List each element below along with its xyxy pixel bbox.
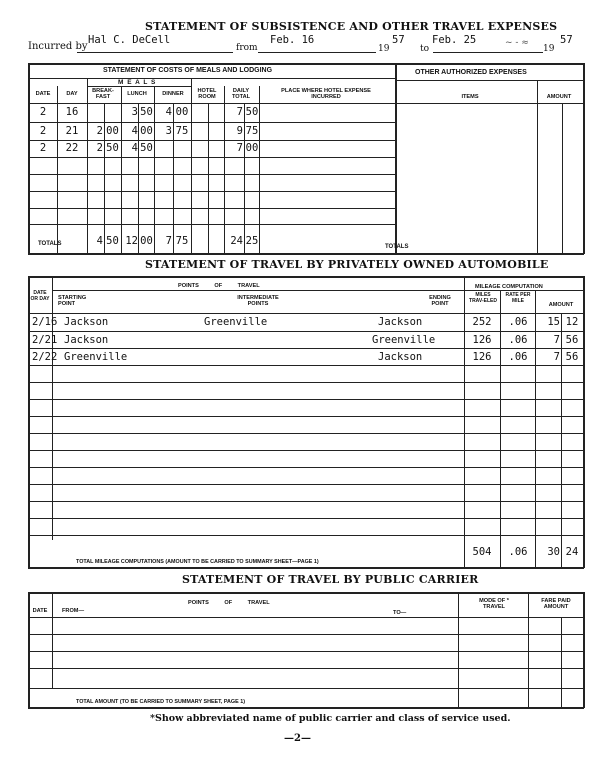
row3-bk-c: 50 xyxy=(106,142,119,154)
row-rule xyxy=(28,331,584,332)
other-title-rule xyxy=(395,80,584,81)
row-rule xyxy=(28,399,584,400)
col-day: DAY xyxy=(66,91,78,97)
carrier-to-label: TO— xyxy=(393,610,407,616)
auto-row3-rate: .06 xyxy=(508,351,528,363)
row1-day: 16 xyxy=(65,106,79,118)
to-label: to xyxy=(420,44,430,54)
v-rule xyxy=(458,592,459,707)
row-rule xyxy=(28,140,395,141)
carrier-col-date: DATE xyxy=(32,608,48,614)
auto-row1-start: Jackson xyxy=(64,316,109,328)
row1-total-d: 7 xyxy=(236,106,243,118)
row-rule xyxy=(28,535,584,536)
total-bk-d: 4 xyxy=(96,235,103,247)
v-rule xyxy=(528,592,529,707)
auto-row2-rate: .06 xyxy=(508,334,528,346)
row-rule xyxy=(28,450,584,451)
from-line xyxy=(258,52,376,53)
row3-total-c: 00 xyxy=(245,142,259,154)
v-rule xyxy=(208,103,209,253)
auto-col-inter: INTERMEDIATE POINTS xyxy=(237,295,279,307)
v-rule xyxy=(562,103,563,253)
auto-col-rate: RATE PER MILE xyxy=(505,292,531,304)
row-rule xyxy=(28,416,584,417)
page-title: STATEMENT OF SUBSISTENCE AND OTHER TRAVEL EXPENSES xyxy=(145,20,558,33)
total-dinner-d: 7 xyxy=(165,235,172,247)
row1-lunch-d: 3 xyxy=(131,106,138,118)
row-rule xyxy=(28,348,584,349)
from-label: from xyxy=(236,43,258,53)
total-lunch-d: 12 xyxy=(125,235,138,247)
row-rule xyxy=(28,157,395,158)
row1-dinner-d: 4 xyxy=(165,106,172,118)
carrier-right-border xyxy=(583,592,585,708)
col-daily-total: DAILY TOTAL xyxy=(231,88,251,100)
row2-total-d: 9 xyxy=(236,125,243,137)
meals-totals-label: TOTALS xyxy=(38,241,62,247)
header-bottom-rule xyxy=(28,103,584,104)
v-rule xyxy=(561,617,562,707)
row-rule xyxy=(28,484,584,485)
auto-bottom-border xyxy=(28,567,584,569)
row2-bk-d: 2 xyxy=(96,125,103,137)
row-rule xyxy=(28,501,584,502)
auto-section-title: STATEMENT OF TRAVEL BY PRIVATELY OWNED AUTOMOBILE xyxy=(145,258,549,271)
col-lunch: LUNCH xyxy=(127,91,147,97)
row1-dinner-c: 00 xyxy=(175,106,189,118)
meals-title-rule xyxy=(28,78,395,79)
row3-lunch-d: 4 xyxy=(131,142,138,154)
row2-dinner-d: 3 xyxy=(165,125,172,137)
row1-date: 2 xyxy=(39,106,47,118)
row2-bk-c: 00 xyxy=(106,125,119,137)
col-place: PLACE WHERE HOTEL EXPENSE INCURRED xyxy=(281,88,371,100)
from-date: Feb. 16 xyxy=(270,34,315,46)
total-daily-c: 25 xyxy=(245,235,259,247)
table-top-border xyxy=(28,63,584,65)
total-daily-d: 24 xyxy=(230,235,243,247)
auto-row3-start: Greenville xyxy=(64,351,128,363)
total-bk-c: 50 xyxy=(106,235,119,247)
carrier-top-border xyxy=(28,592,584,594)
row-rule xyxy=(28,634,584,635)
v-rule xyxy=(191,78,192,253)
section-divider xyxy=(395,63,397,254)
carrier-bottom-border xyxy=(28,707,584,709)
row-rule xyxy=(28,191,395,192)
row-rule xyxy=(28,365,584,366)
auto-right-border xyxy=(583,276,585,568)
year-prefix-2: 19 xyxy=(543,44,555,54)
auto-row2-amt-c: 56 xyxy=(565,334,579,346)
col-hotel-room: HOTEL ROOM xyxy=(197,88,217,100)
auto-row1-inter: Greenville xyxy=(204,316,268,328)
row3-date: 2 xyxy=(39,142,47,154)
row3-total-d: 7 xyxy=(236,142,243,154)
auto-row3-miles: 126 xyxy=(472,351,492,363)
meals-sub-rule xyxy=(87,86,191,87)
other-expenses-title: OTHER AUTHORIZED EXPENSES xyxy=(415,69,527,76)
auto-row1-amt-c: 12 xyxy=(565,316,579,328)
auto-col-miles: MILES TRAV-ELED xyxy=(469,292,497,304)
row-rule xyxy=(28,518,584,519)
carrier-col-mode: MODE OF * TRAVEL xyxy=(479,598,509,610)
v-rule xyxy=(52,592,53,688)
auto-row1-amt-d: 15 xyxy=(547,316,560,328)
auto-row2-start: Jackson xyxy=(64,334,109,346)
pen-mark: ~ - ≈ xyxy=(505,38,529,48)
v-rule xyxy=(87,78,88,253)
total-lunch-c: 00 xyxy=(140,235,153,247)
row2-day: 21 xyxy=(65,125,79,137)
row-rule xyxy=(28,668,584,669)
v-rule xyxy=(537,80,538,253)
auto-row1-date: 2/16 xyxy=(32,316,58,328)
carrier-section-title: STATEMENT OF TRAVEL BY PUBLIC CARRIER xyxy=(182,573,479,586)
row-rule xyxy=(28,433,584,434)
auto-row1-end: Jackson xyxy=(378,316,423,328)
row-rule xyxy=(28,688,584,689)
auto-row2-inter: Greenville xyxy=(372,334,436,346)
row-rule xyxy=(28,122,395,123)
auto-total-amt-d: 30 xyxy=(547,546,560,558)
auto-col-amount: AMOUNT xyxy=(548,302,574,308)
to-line xyxy=(433,52,543,53)
row-rule xyxy=(28,382,584,383)
row-rule xyxy=(28,174,395,175)
carrier-points-label: POINTS OF TRAVEL xyxy=(188,600,270,606)
row2-date: 2 xyxy=(39,125,47,137)
auto-row3-date: 2/22 xyxy=(32,351,58,363)
auto-col-date: DATE OR DAY xyxy=(30,290,50,302)
row-rule xyxy=(28,224,395,225)
row2-dinner-c: 75 xyxy=(175,125,189,137)
auto-total-amt-c: 24 xyxy=(565,546,579,558)
meals-label: M E A L S xyxy=(118,79,157,86)
from-year: 57 xyxy=(392,34,405,46)
auto-row1-miles: 252 xyxy=(472,316,492,328)
auto-total-rate: .06 xyxy=(508,546,528,558)
v-rule xyxy=(259,86,260,253)
table-bottom-border xyxy=(28,253,584,255)
col-amount: AMOUNT xyxy=(546,94,572,100)
auto-row1-rate: .06 xyxy=(508,316,528,328)
row2-lunch-d: 4 xyxy=(131,125,138,137)
carrier-from-label: FROM— xyxy=(62,608,85,614)
auto-top-border xyxy=(28,276,584,278)
carrier-total-label: TOTAL AMOUNT (TO BE CARRIED TO SUMMARY SHEET, PAGE 1) xyxy=(76,699,246,705)
incurred-by-label: Incurred by xyxy=(28,41,88,52)
meals-section-title: STATEMENT OF COSTS OF MEALS AND LODGING xyxy=(103,67,273,74)
row1-total-c: 50 xyxy=(245,106,259,118)
auto-row3-inter: Jackson xyxy=(378,351,423,363)
auto-sub-rule xyxy=(52,290,584,291)
footnote: *Show abbreviated name of public carrier and class of service used. xyxy=(150,713,511,724)
auto-points-label: POINTS OF TRAVEL xyxy=(178,283,260,289)
auto-row3-amt-d: 7 xyxy=(553,351,560,363)
row3-bk-d: 2 xyxy=(96,142,103,154)
incurred-by-line xyxy=(77,52,233,53)
carrier-header-rule xyxy=(28,617,584,618)
mileage-label: MILEAGE COMPUTATION xyxy=(475,284,543,290)
col-dinner: DINNER xyxy=(162,91,184,97)
traveler-name: Hal C. DeCell xyxy=(88,34,171,46)
page-number: —2— xyxy=(284,733,311,744)
row-rule xyxy=(28,208,395,209)
col-date: DATE xyxy=(35,91,51,97)
row3-lunch-c: 50 xyxy=(140,142,153,154)
row2-total-c: 75 xyxy=(245,125,259,137)
auto-col-start: STARTING POINT xyxy=(58,295,87,307)
auto-row2-amt-d: 7 xyxy=(553,334,560,346)
to-year: 57 xyxy=(560,34,573,46)
to-date: Feb. 25 xyxy=(432,34,477,46)
row2-lunch-c: 00 xyxy=(140,125,153,137)
auto-row2-miles: 126 xyxy=(472,334,492,346)
other-totals-label: TOTALS xyxy=(385,244,409,250)
auto-total-miles: 504 xyxy=(472,546,492,558)
auto-col-end: ENDING POINT xyxy=(429,295,451,307)
total-dinner-c: 75 xyxy=(175,235,189,247)
col-items: ITEMS xyxy=(461,94,479,100)
row3-day: 22 xyxy=(65,142,79,154)
row-rule xyxy=(28,467,584,468)
carrier-col-fare: FARE PAID AMOUNT xyxy=(541,598,571,610)
auto-total-label: TOTAL MILEAGE COMPUTATIONS (AMOUNT TO BE CARRIED TO SUMMARY SHEET—PAGE 1) xyxy=(76,559,319,565)
row1-lunch-c: 50 xyxy=(140,106,153,118)
table-right-border xyxy=(583,63,585,254)
auto-row3-amt-c: 56 xyxy=(565,351,579,363)
year-prefix-1: 19 xyxy=(378,44,390,54)
row-rule xyxy=(28,651,584,652)
col-breakfast: BREAK-FAST xyxy=(92,88,114,100)
auto-row2-date: 2/21 xyxy=(32,334,58,346)
auto-left-border xyxy=(28,276,30,568)
